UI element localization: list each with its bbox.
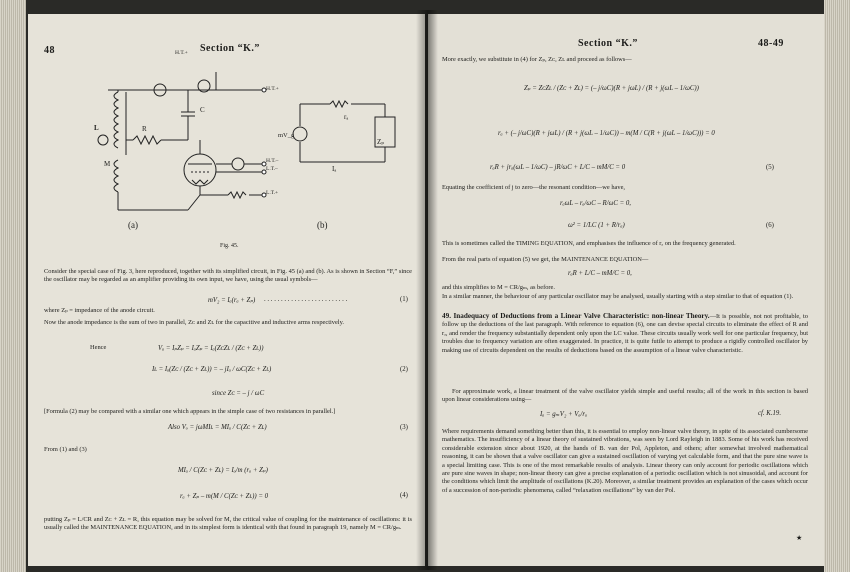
equation-resonant: rₐωL – rₐ/ωC – R/ωC = 0,	[560, 200, 631, 207]
label-ht-minus: H.T.–	[266, 158, 279, 164]
figure-label-a: (a)	[128, 220, 138, 230]
timing-paragraph: This is sometimes called the TIMING EQUATION, and emphasises the influence of rₐ on the frequency generated.	[442, 240, 736, 247]
label-Ia: Iₐ	[332, 165, 337, 173]
paragraph-intro: Consider the special case of Fig. 3, here reproduced, together with its simplified circuit, in Fig. 45 (a) and (b). As is shown in Section “F,” since the oscillator may be regarded as an amplifier providing its own input, we have, using the usual symbols—	[44, 268, 412, 284]
label-Zp: Zₚ	[377, 138, 385, 146]
equation-6: ω² = 1/LC (1 + R/rₐ)	[568, 222, 625, 229]
equation-4-number: (4)	[400, 492, 408, 499]
label-C: C	[200, 106, 205, 114]
right-page	[428, 14, 824, 566]
label-ht-plus: H.T.+	[175, 50, 188, 56]
equation-2b: Iʟ = Iₐ(Zᴄ / (Zᴄ + Zʟ)) = – jIₐ / ωC(Zᴄ + Zʟ)	[152, 366, 272, 373]
label-ht-plus-2: H.T.+	[266, 86, 279, 92]
equation-6-number: (6)	[766, 222, 774, 229]
approximate-work-paragraph: For approximate work, a linear treatment of the valve oscillator yields simple and useful results; all of the work in this section is based upon linear considerations using—	[442, 388, 808, 404]
nonlinear-paragraph: Where requirements demand something better than this, it is essential to employ non-linear valve theory, in spite of its associated cumbersome mathematics. The insufficiency of a linear theory of sustained vibrations, was seen by Lord Rayleigh in 1883. Some of his work has received considerable extension since about 1920, at the hands of B. van der Pol, Appleton, and others; after somewhat involved mathematical reasoning, it can be shown that a valve oscillator can give a sustained oscillation of varying yet calculable form, and that the pure sine wave is a special limiting case. This is one of the most remarkable results of analysis. Linear theory can only account for periodic oscillations which are pure sine waves in shape; non-linear theory can give a precise explanation of a periodic oscillation which is not sinusoidal, and account for the conditions which limit the amplitude of oscillations (K.20). Moreover, a similar treatment provides an explanation of the cases which occur of a succession of non-periodic phenomena, called “relaxation oscillations” by van der Pol.	[442, 428, 808, 494]
real-parts-line: From the real parts of equation (5) we get, the MAINTENANCE EQUATION—	[442, 256, 649, 263]
equation-2-number: (2)	[400, 366, 408, 373]
equation-linear-ref: cf. K.19.	[758, 410, 782, 417]
running-head-left: Section “K.”	[200, 43, 260, 54]
equation-4: rₐ + Zₚ – m(M / C(Zᴄ + Zʟ)) = 0	[180, 493, 269, 500]
running-head-right: Section “K.”	[578, 38, 638, 49]
equation-3: Also Vₒ = jωMIʟ = MIₐ / C(Zᴄ + Zʟ)	[168, 424, 267, 431]
equation-5: rₐR + jrₐ(ωL – 1/ωC) – jR/ωC + L/C – mM/C = 0	[490, 164, 626, 171]
equation-3b: MIₐ / C(Zᴄ + Zʟ) = Iₐ/m (rₐ + Zₚ)	[178, 467, 268, 474]
left-page	[28, 14, 425, 566]
label-mvg: mV_g	[278, 132, 295, 139]
equation-linear: Iₐ = gₘV₂ + Vₐ/rₐ	[540, 411, 587, 418]
equating-line: Equating the coefficient of j to zero—the resonant condition—we have,	[442, 184, 626, 191]
formula-note: [Formula (2) may be compared with a similar one which appears in the simple case of two resistances in parallel.]	[44, 408, 336, 415]
section-49-body: —It is possible, not not profitable, to follow up the deductions of the last paragraph. With reference to equation (6), one can devise special circuits to eliminate the effect of R and rₐ, and render the frequency substantially dependent only upon the LC value. These circuits usually work well for one particular frequency, but troubles due to frequency variation are often exaggerated. In practice, it is quite futile to attempt to produce a rigidly controlled oscillator by making use of circuits dependent on the results of deductions based on the assumption of a linear valve characteristic.	[442, 313, 808, 354]
paragraph-anode-impedance: Now the anode impedance is the sum of two in parallel, Zᴄ and Zʟ for the capacitive and inductive arms respectively.	[44, 319, 344, 326]
intro-line: More exactly, we substitute in (4) for Zₚ, Zᴄ, Zʟ and proceed as follows—	[442, 56, 632, 63]
label-L: L	[94, 124, 99, 132]
figure-45b-circuit	[290, 92, 400, 172]
equation-1-number: (1)	[400, 296, 408, 303]
equation-2c: since Zᴄ = – j / ωC	[212, 390, 265, 397]
figure-45a-circuit	[88, 60, 288, 235]
where-line: where Zₚ = impedance of the anode circuit.	[44, 307, 155, 314]
page-number-left: 48	[44, 45, 55, 56]
equation-3-number: (3)	[400, 424, 408, 431]
similar-manner-line: In a similar manner, the behaviour of any particular oscillator may be analysed, usually starting with a step similar to that of equation (1).	[442, 293, 794, 300]
figure-label-b: (b)	[317, 220, 328, 230]
label-lt-plus: L.T.+	[266, 190, 279, 196]
simplifies-line: and this simplifies to M = CR/gₘ, as before.	[442, 284, 555, 291]
from-1-and-3: From (1) and (3)	[44, 446, 87, 453]
book-edge-right	[824, 0, 850, 572]
book-gutter	[416, 10, 438, 570]
equation-1: mV₂ = Iₐ(rₐ + Zₚ)	[208, 297, 256, 304]
equation-maintenance: rₐR + L/C – mM/C = 0,	[568, 270, 632, 277]
star-mark: ★	[796, 535, 803, 542]
label-ra: rₐ	[344, 113, 349, 121]
paragraph-maintenance: putting Zₚ = L/CR and Zᴄ + Zʟ = R, this equation may be solved for M, the critical value of coupling for the maintenance of oscillations: it is usually called the MAINTENANCE EQUATION, and in its simplest form is identical with that found in paragraph 19, namely M = CR/gₘ.	[44, 516, 412, 532]
equation-5-number: (5)	[766, 164, 774, 171]
book-edge-left	[0, 0, 26, 572]
figure-caption: Fig. 45.	[220, 243, 239, 249]
equation-1-dots: . . . . . . . . . . . . . . . . . . . . . . . . .	[264, 296, 348, 303]
equation-2a: Vₐ = IₚZₚ = IₐZₚ = Iₐ(ZᴄZʟ / (Zᴄ + Zʟ))	[158, 345, 264, 352]
page-number-right: 48-49	[758, 38, 784, 49]
label-lt-minus: L.T.–	[266, 166, 278, 172]
equation-substituted: rₐ + (– j/ωC)(R + jωL) / (R + j(ωL – 1/ωC)) – m(M / C(R + j(ωL – 1/ωC))) = 0	[498, 130, 715, 137]
label-R: R	[142, 125, 147, 133]
label-M: M	[104, 160, 111, 168]
section-49-paragraph	[442, 312, 808, 355]
hence-label: Hence	[90, 344, 107, 351]
equation-zp: Zₚ = ZᴄZʟ / (Zᴄ + Zʟ) = (– j/ωC)(R + jωL) / (R + j(ωL – 1/ωC))	[524, 85, 699, 92]
section-49-heading: 49. Inadequacy of Deductions from a Linear Valve Characteristic: non-linear Theory.	[442, 312, 710, 320]
